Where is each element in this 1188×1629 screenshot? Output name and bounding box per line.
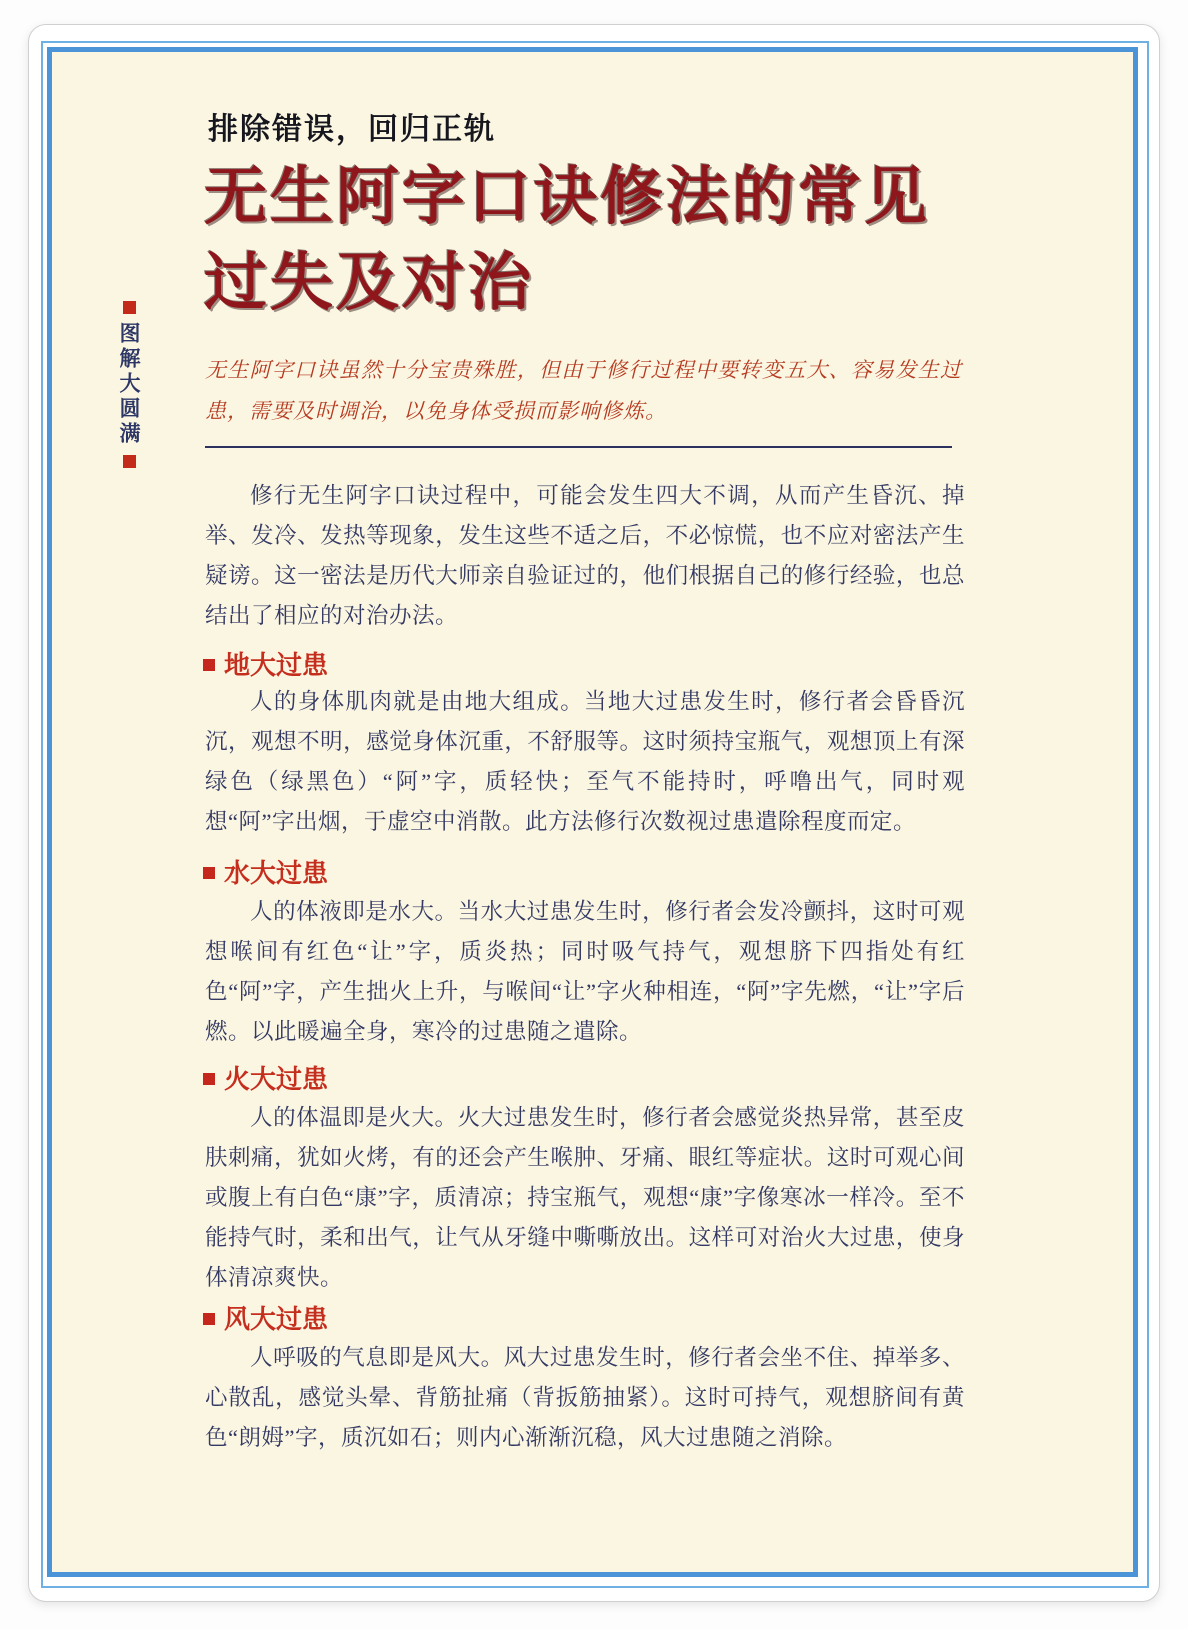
red-square-bullet [203, 1313, 215, 1325]
red-square-ornament-top [123, 301, 136, 314]
section-heading-earth [203, 650, 328, 680]
page-title [204, 154, 984, 326]
divider-rule [205, 446, 952, 448]
section-heading-water [203, 858, 328, 888]
red-square-bullet [203, 1073, 215, 1085]
section-heading-label: 地大过患 [224, 650, 329, 680]
series-title-vertical: 图解大圆满 [117, 322, 141, 447]
section-body-water: 人的体液即是水大。当水大过患发生时，修行者会发冷颤抖，这时可观想喉间有红色“让”字，质炎热；同时吸气持气，观想脐下四指处有红色“阿”字，产生拙火上升，与喉间“让”字火种相连，“阿”字先燃，“让”字后燃。以此暖遍全身，寒冷的过患随之遣除。 [205, 899, 965, 1044]
margin-ornament-column [112, 301, 146, 468]
section-heading-wind [203, 1304, 328, 1334]
section-body-fire: 人的体温即是火大。火大过患发生时，修行者会感觉炎热异常，甚至皮肤刺痛，犹如火烤，有的还会产生喉肿、牙痛、眼红等症状。这时可观心间或腹上有白色“康”字，质清凉；持宝瓶气，观想“康”字像寒冰一样冷。至不能持气时，柔和出气，让气从牙缝中嘶嘶放出。这样可对治火大过患，使身体清凉爽快。 [205, 1105, 965, 1290]
section-heading-fire [203, 1064, 328, 1094]
section-body-earth: 人的身体肌肉就是由地大组成。当地大过患发生时，修行者会昏昏沉沉，观想不明，感觉身体沉重，不舒服等。这时须持宝瓶气，观想顶上有深绿色（绿黑色）“阿”字，质轻快；至气不能持时，呼噜出气，同时观想“阿”字出烟，于虚空中消散。此方法修行次数视过患遣除程度而定。 [205, 689, 965, 834]
lead-paragraph: 修行无生阿字口诀过程中，可能会发生四大不调，从而产生昏沉、掉举、发冷、发热等现象，发生这些不适之后，不必惊慌，也不应对密法产生疑谤。这一密法是历代大师亲自验证过的，他们根据自己的修行经验，也总结出了相应的对治办法。 [205, 483, 965, 628]
red-square-ornament-bottom [123, 455, 136, 468]
red-square-bullet [203, 659, 215, 671]
intro-note: 无生阿字口诀虽然十分宝贵殊胜，但由于修行过程中要转变五大、容易发生过患，需要及时调治，以免身体受损而影响修炼。 [205, 358, 962, 423]
page-title-line1: 无生阿字口诀修法的常见 [204, 162, 930, 232]
section-heading-label: 水大过患 [224, 858, 329, 888]
section-kicker: 排除错误，回归正轨 [208, 113, 496, 146]
red-square-bullet [203, 867, 215, 879]
section-heading-label: 火大过患 [224, 1064, 329, 1094]
section-body-wind: 人呼吸的气息即是风大。风大过患发生时，修行者会坐不住、掉举多、心散乱，感觉头晕、背筋扯痛（背扳筋抽紧）。这时可持气，观想脐间有黄色“朗姆”字，质沉如石；则内心渐渐沉稳，风大过患随之消除。 [205, 1345, 965, 1450]
section-heading-label: 风大过患 [224, 1304, 329, 1334]
page-title-line2: 过失及对治 [204, 248, 534, 318]
